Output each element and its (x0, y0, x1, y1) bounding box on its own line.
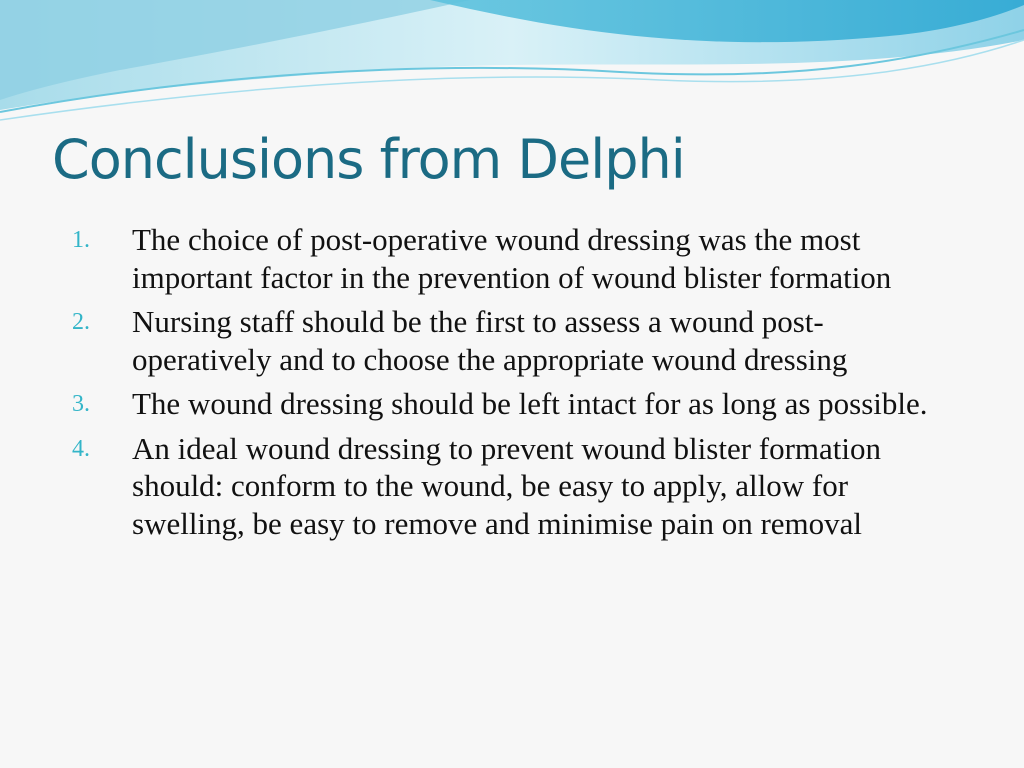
header-wave-decoration (0, 0, 1024, 130)
page-title: Conclusions from Delphi (52, 128, 685, 191)
list-item-number: 3. (72, 391, 90, 417)
list-item-number: 1. (72, 227, 90, 253)
list-item-number: 2. (72, 309, 90, 335)
list-item-text: The choice of post-operative wound dressing was the most important factor in the prevention of wound blister formation (132, 222, 892, 295)
list-item-text: Nursing staff should be the first to assess a wound post-operatively and to choose the appropriate wound dressing (132, 304, 848, 377)
list-item (72, 385, 972, 423)
list-item (72, 303, 972, 378)
list-item-text: An ideal wound dressing to prevent wound blister formation should: conform to the wound, be easy to apply, allow for swelling, be easy to remove and minimise pain on removal (132, 430, 882, 541)
conclusions-list (72, 221, 972, 549)
list-item-number: 4. (72, 435, 90, 462)
list-item (72, 221, 972, 296)
list-item (72, 430, 972, 543)
list-item-text: The wound dressing should be left intact for as long as possible. (132, 386, 928, 421)
